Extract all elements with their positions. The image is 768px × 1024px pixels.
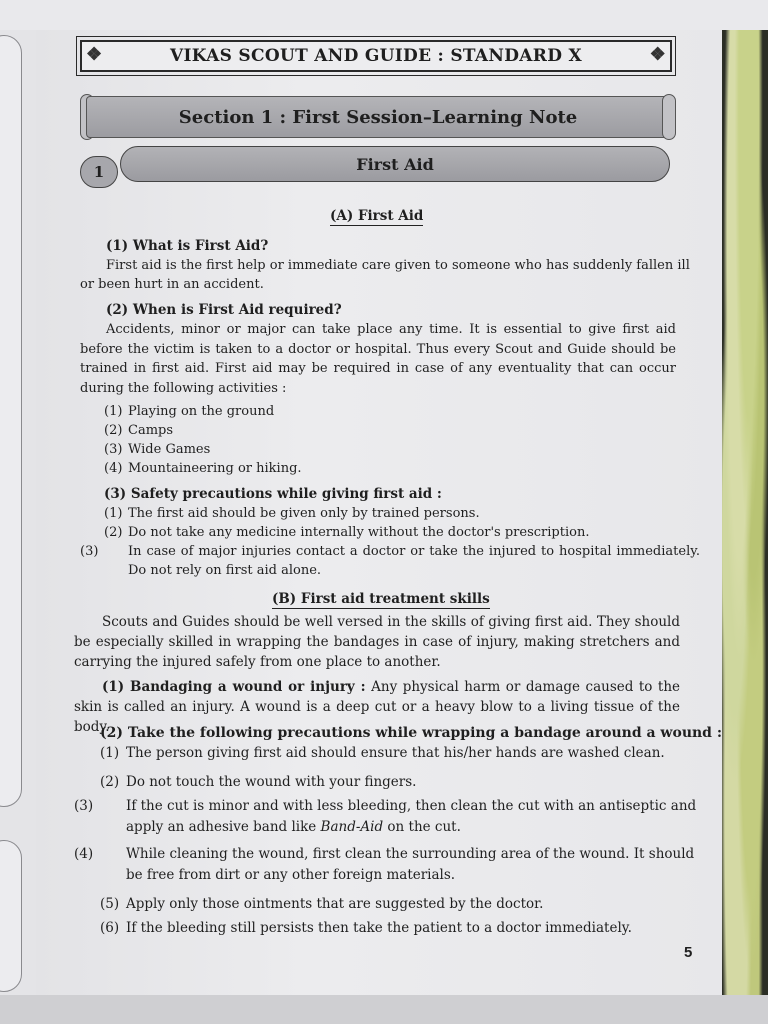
item-text: Wide Games [128,442,211,457]
background-top [0,0,768,30]
page-header-title: VIKAS SCOUT AND GUIDE : STANDARD X [170,46,582,66]
background-fabric [720,30,768,995]
chapter-number: 1 [93,163,105,181]
item-text-end: on the cut. [383,819,461,835]
item-number: (1) [104,404,123,419]
list-item [80,542,700,580]
item-number: (5) [100,896,120,912]
item-text: Playing on the ground [128,404,275,419]
item-text: Do not take any medicine internally without the doctor's prescription. [128,525,590,540]
item-text: The first aid should be given only by trained persons. [128,506,480,521]
item-text: Apply only those ointments that are suggested by the doctor. [126,896,544,912]
list-item [104,440,210,459]
list-item [74,844,714,886]
list-item [104,402,274,421]
item-number: (2) [100,774,120,790]
part-a-heading: (A) First Aid [330,208,424,224]
list-item [104,459,302,478]
q2-paragraph: Accidents, minor or major can take place any time. It is essential to give first aid before the victim is taken to a doctor or hospital. Thus every Scout and Guide should be trained in first aid. First aid may be required in case of any eventuality that can occur during the following activities : [80,322,676,396]
page-header-box [80,40,672,72]
list-item [100,918,632,939]
item-number: (1) [100,745,120,761]
item-text: Do not touch the wound with your fingers. [126,774,417,790]
item-text: If the bleeding still persists then take the patient to a doctor immediately. [126,920,632,936]
q1-line1: First aid is the first help or immediate care given to someone who has suddenly fallen ill [106,258,690,273]
list-item [104,421,173,440]
item-text-italic: Band-Aid [320,819,384,835]
ornament-icon: ❖ [86,44,103,65]
chapter-number-badge [80,156,118,188]
item-text: While cleaning the wound, first clean the surrounding area of the wound. It should be free from dirt or any other foreign materials. [126,846,695,883]
section-title: Section 1 : First Session–Learning Note [178,106,578,128]
b1-text: Any physical harm or damage caused to the skin is called an injury. A wound is a deep cut or a heavy blow to a living tissue of the body. [74,679,681,735]
item-text: In case of major injuries contact a doctor or take the injured to hospital immediately. Do not rely on first aid alone. [128,544,700,578]
b1-title: (1) Bandaging a wound or injury : [102,679,366,695]
item-text: If the cut is minor and with less bleeding, then clean the cut with an antiseptic and apply an adhesive band like [126,798,697,835]
item-number: (4) [74,846,94,862]
item-number: (2) [104,423,123,438]
item-number: (3) [74,798,94,814]
book-edge-lower [0,840,22,992]
item-text: Camps [128,423,174,438]
book-page [36,30,722,995]
list-item [100,894,543,915]
chapter-title: First Aid [356,154,434,174]
list-item [104,504,480,523]
item-number: (2) [104,525,123,540]
q1-title: (1) What is First Aid? [106,238,269,254]
list-item [100,743,665,764]
b2-title: (2) Take the following precautions while wrapping a bandage around a wound : [100,725,723,741]
q1-line2: or been hurt in an accident. [80,277,264,292]
q3-title: (3) Safety precautions while giving first aid : [104,486,442,502]
page-number: 5 [684,944,693,961]
item-text: Mountaineering or hiking. [128,461,302,476]
item-number: (3) [80,544,99,559]
ornament-icon: ❖ [649,44,666,65]
part-b-intro: Scouts and Guides should be well versed in the skills of giving first aid. They should be especially skilled in wrapping the bandages in case of injury, making stretchers and carrying the injured safely from one place to another. [74,614,680,670]
book-edge [0,35,22,807]
item-number: (4) [104,461,123,476]
list-item [104,523,589,542]
q2-title: (2) When is First Aid required? [106,302,342,318]
item-number: (6) [100,920,120,936]
section-banner [86,96,670,138]
item-number: (1) [104,506,123,521]
item-text: The person giving first aid should ensure that his/her hands are washed clean. [126,745,665,761]
chapter-banner [120,146,670,182]
list-item [100,772,416,793]
background-bottom [0,995,768,1024]
scroll-right-icon [662,94,676,140]
part-b-heading: (B) First aid treatment skills [272,591,490,607]
list-item [74,796,714,838]
item-number: (3) [104,442,123,457]
